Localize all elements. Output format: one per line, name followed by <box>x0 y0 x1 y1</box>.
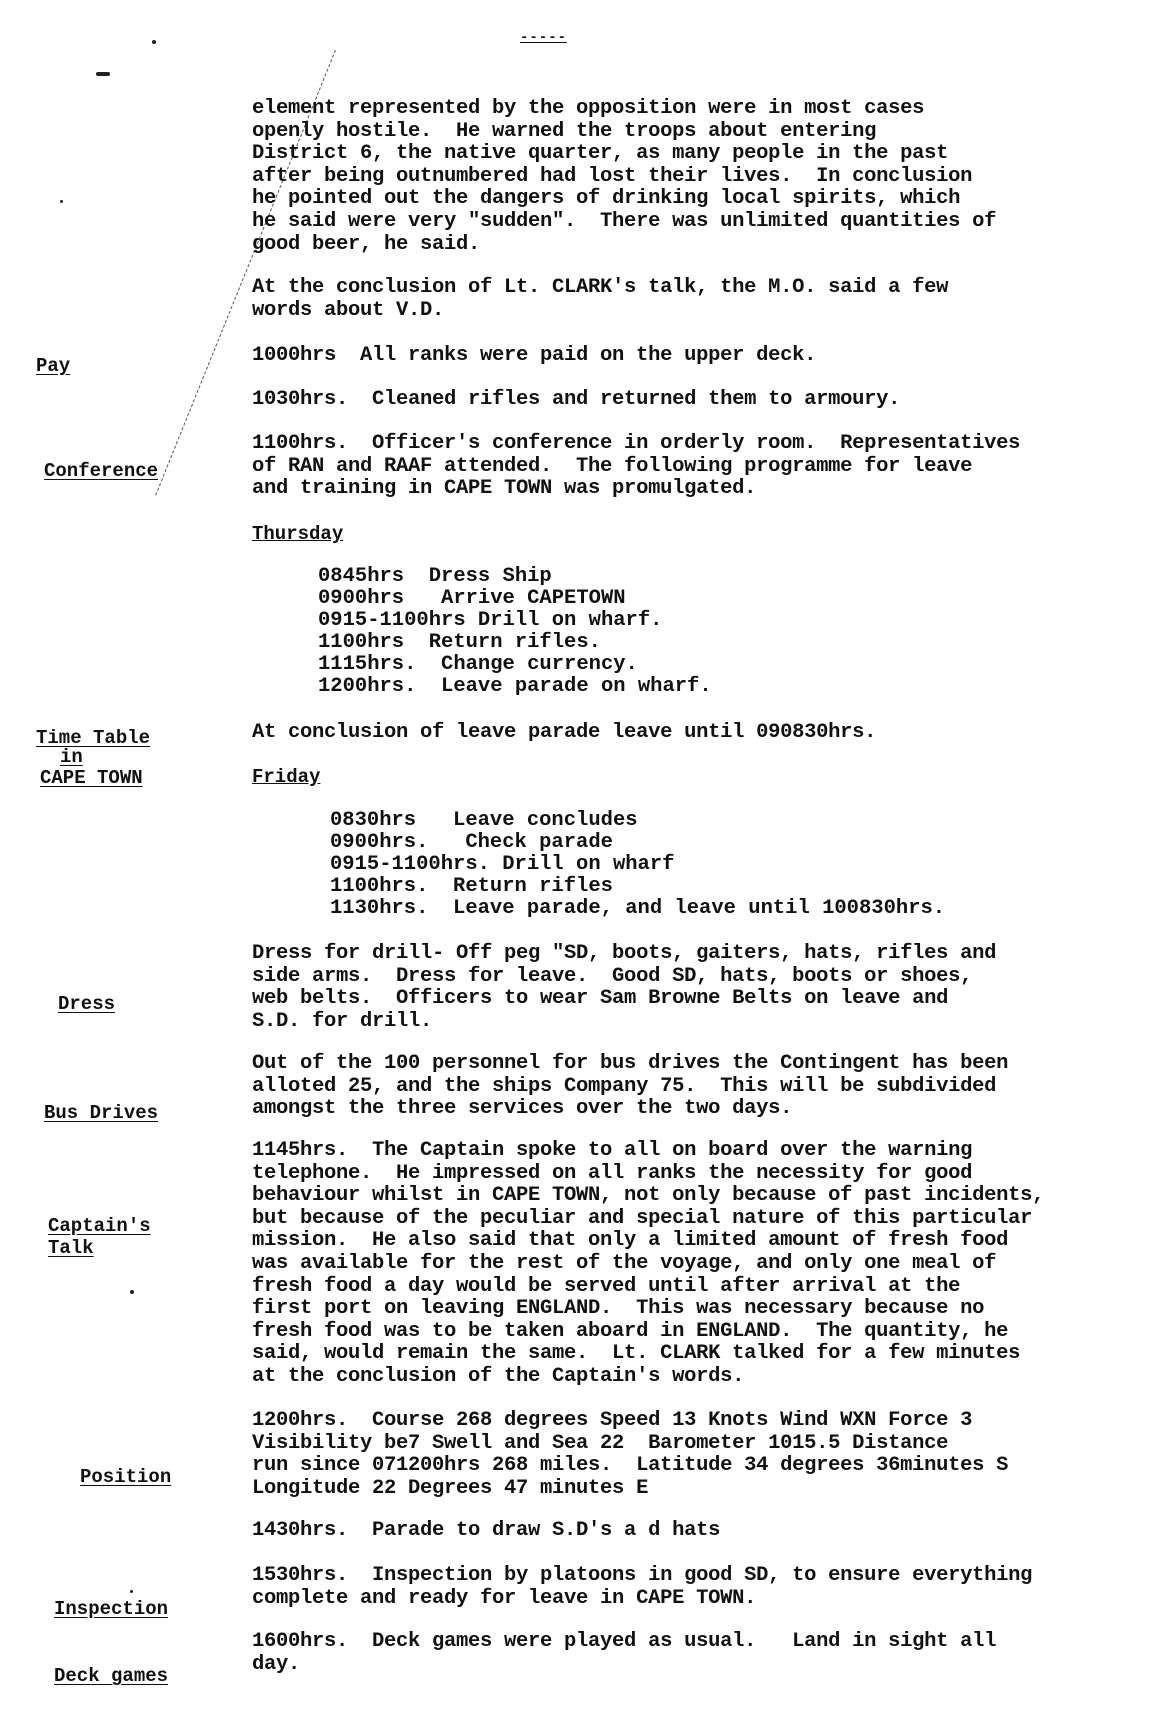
margin-note-captains-talk: Captain's <box>48 1215 151 1237</box>
ink-speck <box>130 1590 133 1593</box>
paragraph-parade: 1430hrs. Parade to draw S.D's a d hats <box>252 1519 721 1542</box>
margin-note-inspection: Inspection <box>54 1598 169 1620</box>
thursday-item: 0915-1100hrs Drill on wharf. <box>318 609 663 632</box>
friday-heading: Friday <box>252 766 321 788</box>
paragraph-position: 1200hrs. Course 268 degrees Speed 13 Knots Wind WXN Force 3 Visibility be7 Swell and Sea 22 Barometer 1015.5 Distance run since 071200hrs 268 miles. Latitude 34 degrees 36minutes S Longitude 22 Degrees 47 minutes E <box>252 1409 1009 1500</box>
friday-item: 1130hrs. Leave parade, and leave until 100830hrs. <box>330 897 946 920</box>
paragraph-bus-drives: Out of the 100 personnel for bus drives the Contingent has been alloted 25, and the ships Company 75. This will be subdivided amongst the three services over the two days. <box>252 1052 1009 1121</box>
thursday-item: 0845hrs Dress Ship <box>318 565 552 588</box>
friday-item: 0915-1100hrs. Drill on wharf <box>330 853 675 876</box>
margin-note-pay: Pay <box>36 355 71 377</box>
paragraph-pay: 1000hrs All ranks were paid on the upper deck. <box>252 344 817 367</box>
page-header-mark: ----- <box>520 30 568 46</box>
margin-note-time-table: Time Table <box>36 727 151 749</box>
ink-speck <box>96 72 110 76</box>
paragraph-rifles: 1030hrs. Cleaned rifles and returned them to armoury. <box>252 388 901 411</box>
thursday-heading: Thursday <box>252 523 344 545</box>
margin-note-dress: Dress <box>58 993 116 1015</box>
paragraph-conference: 1100hrs. Officer's conference in orderly room. Representatives of RAN and RAAF attended. The following programme for leave and training in CAPE TOWN was promulgated. <box>252 432 1021 501</box>
thursday-item: 1115hrs. Change currency. <box>318 653 638 676</box>
margin-note-time-table-in: in <box>60 746 83 768</box>
thursday-item: 1200hrs. Leave parade on wharf. <box>318 675 712 698</box>
margin-note-cape-town: CAPE TOWN <box>40 767 143 789</box>
thursday-item: 0900hrs Arrive CAPETOWN <box>318 587 626 610</box>
friday-item: 1100hrs. Return rifles <box>330 875 613 898</box>
paragraph-md-talk: At the conclusion of Lt. CLARK's talk, the M.O. said a few words about V.D. <box>252 276 949 322</box>
margin-note-conference: Conference <box>44 460 159 482</box>
margin-note-talk: Talk <box>48 1237 94 1259</box>
ink-speck <box>152 40 156 44</box>
ink-speck <box>60 200 63 203</box>
paragraph-leave-until: At conclusion of leave parade leave until 090830hrs. <box>252 721 877 744</box>
paragraph-opposition: element represented by the opposition were in most cases openly hostile. He warned the troops about entering District 6, the native quarter, as many people in the past after being outnumbered had lost their lives. In conclusion he pointed out the dangers of drinking local spirits, which he said were very "sudden". There was unlimited quantities of good beer, he said. <box>252 97 997 256</box>
paragraph-inspection: 1530hrs. Inspection by platoons in good SD, to ensure everything complete and ready for leave in CAPE TOWN. <box>252 1564 1033 1610</box>
friday-item: 0900hrs. Check parade <box>330 831 613 854</box>
paragraph-dress: Dress for drill- Off peg "SD, boots, gaiters, hats, rifles and side arms. Dress for leave. Good SD, hats, boots or shoes, web belts. Officers to wear Sam Browne Belts on leave and S.D. for drill. <box>252 942 997 1033</box>
ink-speck <box>130 1290 134 1294</box>
margin-note-deck-games: Deck games <box>54 1665 169 1687</box>
thursday-item: 1100hrs Return rifles. <box>318 631 601 654</box>
paragraph-deck-games: 1600hrs. Deck games were played as usual. Land in sight all day. <box>252 1630 997 1676</box>
margin-note-position: Position <box>80 1466 172 1488</box>
friday-item: 0830hrs Leave concludes <box>330 809 638 832</box>
paragraph-captains-talk: 1145hrs. The Captain spoke to all on board over the warning telephone. He impressed on all ranks the necessity for good behaviour whilst in CAPE TOWN, not only because of past incidents, but because of the peculiar and special nature of this particular mission. He also said that only a limited amount of fresh food was available for the rest of the voyage, and only one meal of fresh food a day would be served until after arrival at the first port on leaving ENGLAND. This was necessary because no fresh food was to be taken aboard in ENGLAND. The quantity, he said, would remain the same. Lt. CLARK talked for a few minutes at the conclusion of the Captain's words. <box>252 1139 1045 1388</box>
margin-note-bus-drives: Bus Drives <box>44 1102 159 1124</box>
